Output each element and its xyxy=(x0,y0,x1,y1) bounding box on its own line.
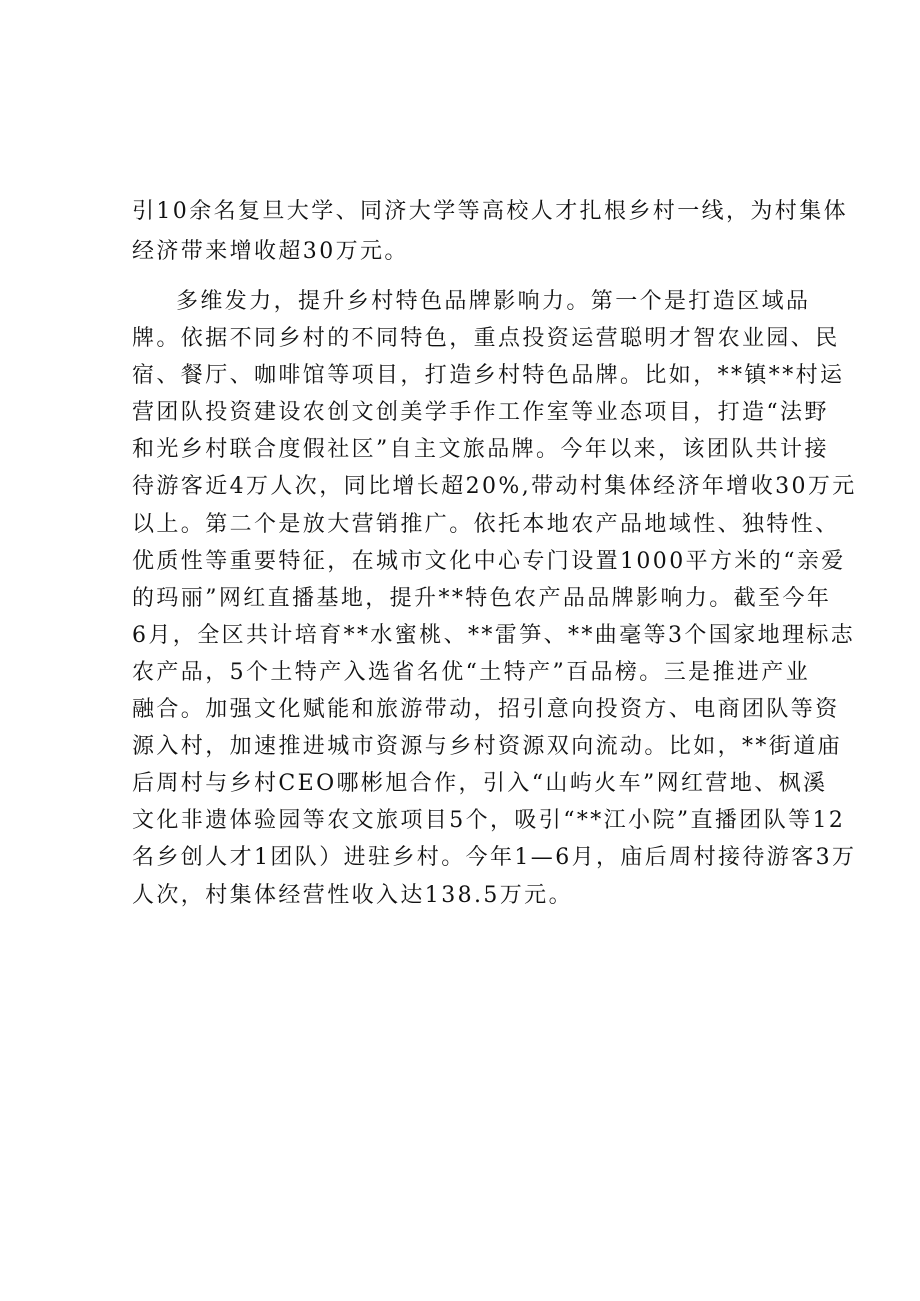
paragraph-2 xyxy=(132,283,857,914)
paragraph-line: 宿、餐厅、咖啡馆等项目，打造乡村特色品牌。比如，**镇**村运 xyxy=(132,363,845,389)
paragraph-line: 的玛丽”网红直播基地，提升**特色农产品品牌影响力。截至今年 xyxy=(132,585,832,611)
paragraph-line: 和光乡村联合度假社区”自主文旅品牌。今年以来，该团队共计接 xyxy=(132,437,829,463)
paragraph-line: 文化非遗体验园等农文旅项目5个，吸引“**江小院”直播团队等12 xyxy=(132,808,846,834)
paragraph-line: 营团队投资建设农创文创美学手作工作室等业态项目，打造“法野 xyxy=(132,400,829,426)
paragraph-line: 以上。第二个是放大营销推广。依托本地农产品地域性、独特性、 xyxy=(132,511,840,537)
paragraph-line: 农产品，5个土特产入选省名优“土特产”百品榜。三是推进产业 xyxy=(132,659,811,685)
paragraph-line: 引10余名复旦大学、同济大学等高校人才扎根乡村一线，为村集体 xyxy=(132,199,848,224)
paragraph-line: 名乡创人才1团队）进驻乡村。今年1—6月，庙后周村接待游客3万 xyxy=(132,845,857,871)
paragraph-1 xyxy=(132,192,848,272)
paragraph-line: 经济带来增收超30万元。 xyxy=(132,239,409,264)
paragraph-line: 牌。依据不同乡村的不同特色，重点投资运营聪明才智农业园、民 xyxy=(132,326,840,352)
paragraph-line: 融合。加强文化赋能和旅游带动，招引意向投资方、电商团队等资 xyxy=(132,697,840,723)
paragraph-line: 人次，村集体经营性收入达138.5万元。 xyxy=(132,882,573,908)
paragraph-line: 优质性等重要特征，在城市文化中心专门设置1000平方米的“亲爱 xyxy=(132,548,846,574)
paragraph-line: 源入村，加速推进城市资源与乡村资源双向流动。比如，**街道庙 xyxy=(132,734,843,760)
paragraph-line: 多维发力，提升乡村特色品牌影响力。第一个是打造区域品 xyxy=(176,289,811,314)
paragraph-line: 6月，全区共计培育**水蜜桃、**雷笋、**曲毫等3个国家地理标志 xyxy=(132,622,856,648)
paragraph-line: 后周村与乡村CEO哪彬旭合作，引入“山屿火车”网红营地、枫溪 xyxy=(132,771,828,797)
paragraph-line: 待游客近4万人次，同比增长超20%,带动村集体经济年增收30万元 xyxy=(132,474,857,500)
